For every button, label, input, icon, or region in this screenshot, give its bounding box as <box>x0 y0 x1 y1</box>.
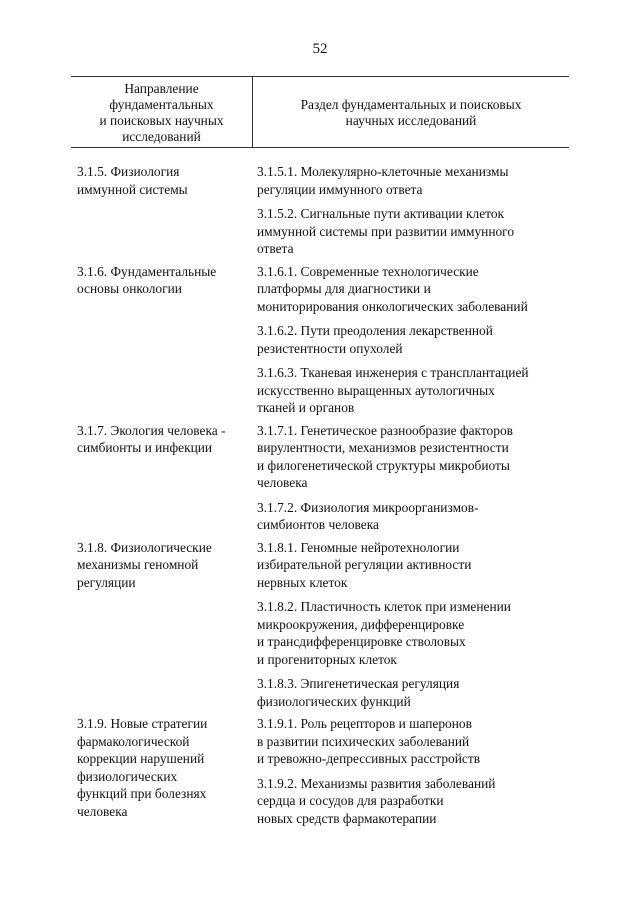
section-line: 3.1.8.3. Эпигенетическая регуляция <box>257 676 460 691</box>
section-line: избирательной регуляции активности <box>257 557 472 572</box>
section-line: и тревожно-депрессивных расстройств <box>257 751 481 766</box>
section-line: симбионтов человека <box>257 517 379 532</box>
section-line: резистентности опухолей <box>257 340 403 356</box>
direction-line: физиологических <box>77 768 178 784</box>
section-item <box>257 422 577 492</box>
section-line: вирулентности, механизмов резистентности <box>257 440 509 455</box>
section-line: и филогенетической структуры микробиоты <box>257 457 510 473</box>
sections-cell <box>257 539 577 718</box>
section-line: 3.1.5.1. Молекулярно-клеточные механизмы <box>257 164 509 179</box>
direction-cell <box>77 422 257 541</box>
section-line: платформы для диагностики и <box>257 281 431 296</box>
section-item <box>257 775 577 828</box>
sections-cell <box>257 163 577 265</box>
direction-cell <box>77 539 257 718</box>
section-line: 3.1.7.1. Генетическое разнообразие факторов <box>257 422 513 438</box>
direction-line: симбионты и инфекции <box>77 440 213 455</box>
section-item <box>257 205 577 258</box>
section-line: 3.1.8.2. Пластичность клеток при изменении <box>257 599 511 614</box>
section-line: человека <box>257 475 308 490</box>
header-direction <box>71 77 252 147</box>
section-line: 3.1.9.2. Механизмы развития заболеваний <box>257 775 496 791</box>
header-section-line: научных исследований <box>345 113 477 128</box>
table-row <box>77 163 577 265</box>
section-item <box>257 715 577 768</box>
sections-cell <box>257 715 577 834</box>
table-row <box>77 263 577 424</box>
section-line: 3.1.6.1. Современные технологические <box>257 263 479 279</box>
direction-line: 3.1.8. Физиологические <box>77 539 212 555</box>
section-item <box>257 364 577 417</box>
table-body <box>77 163 577 834</box>
page-number: 52 <box>312 41 328 57</box>
table-header <box>71 76 569 148</box>
section-item <box>257 499 577 534</box>
direction-line: человека <box>77 803 128 819</box>
section-line: 3.1.6.2. Пути преодоления лекарственной <box>257 323 493 338</box>
direction-line: механизмы геномной <box>77 557 199 572</box>
table-row <box>77 539 577 718</box>
section-line: регуляции иммунного ответа <box>257 181 423 197</box>
section-line: ответа <box>257 241 294 256</box>
section-item <box>257 322 577 357</box>
header-section-line: Раздел фундаментальных и поисковых <box>300 97 522 112</box>
header-direction-line: Направление <box>124 81 199 96</box>
section-item <box>257 163 577 198</box>
direction-line: 3.1.5. Физиология <box>77 164 180 179</box>
section-line: сердца и сосудов для разработки <box>257 793 444 808</box>
section-line: 3.1.8.1. Геномные нейротехнологии <box>257 539 460 555</box>
section-item <box>257 598 577 668</box>
direction-cell <box>77 263 257 424</box>
direction-line: иммунной системы <box>77 181 188 197</box>
section-line: тканей и органов <box>257 400 355 415</box>
sections-cell <box>257 422 577 541</box>
sections-cell <box>257 263 577 424</box>
direction-line: функций при болезнях <box>77 786 207 801</box>
section-line: микроокружения, дифференцировке <box>257 616 465 632</box>
section-line: 3.1.9.1. Роль рецепторов и шаперонов <box>257 716 472 731</box>
section-line: в развитии психических заболеваний <box>257 733 470 749</box>
direction-cell <box>77 715 257 834</box>
table-row <box>77 715 577 834</box>
direction-line: 3.1.9. Новые стратегии <box>77 716 208 731</box>
direction-line: основы онкологии <box>77 281 182 296</box>
section-line: физиологических функций <box>257 693 411 709</box>
section-line: иммунной системы при развитии иммунного <box>257 223 515 239</box>
section-line: мониторирования онкологических заболеваний <box>257 298 528 314</box>
section-line: и прогениторных клеток <box>257 651 397 667</box>
header-direction-line: исследований <box>122 129 201 144</box>
header-direction-line: фундаментальных <box>109 97 214 112</box>
section-line: новых средств фармакотерапии <box>257 810 437 826</box>
direction-line: регуляции <box>77 574 136 590</box>
section-line: 3.1.5.2. Сигнальные пути активации клеток <box>257 206 505 221</box>
table-row <box>77 422 577 541</box>
section-line: 3.1.7.2. Физиология микроорганизмов- <box>257 499 479 515</box>
section-item <box>257 539 577 592</box>
section-item <box>257 263 577 316</box>
direction-line: коррекции нарушений <box>77 751 205 766</box>
direction-cell <box>77 163 257 265</box>
section-line: и трансдифференцировке стволовых <box>257 634 466 649</box>
direction-line: фармакологической <box>77 733 190 749</box>
section-line: нервных клеток <box>257 574 348 590</box>
section-line: искусственно выращенных аутологичных <box>257 382 495 398</box>
section-item <box>257 675 577 710</box>
section-line: 3.1.6.3. Тканевая инженерия с трансплантацией <box>257 365 529 380</box>
direction-line: 3.1.7. Экология человека - <box>77 422 226 438</box>
direction-line: 3.1.6. Фундаментальные <box>77 263 217 279</box>
header-section <box>253 77 569 147</box>
header-direction-line: и поисковых научных <box>99 113 224 128</box>
